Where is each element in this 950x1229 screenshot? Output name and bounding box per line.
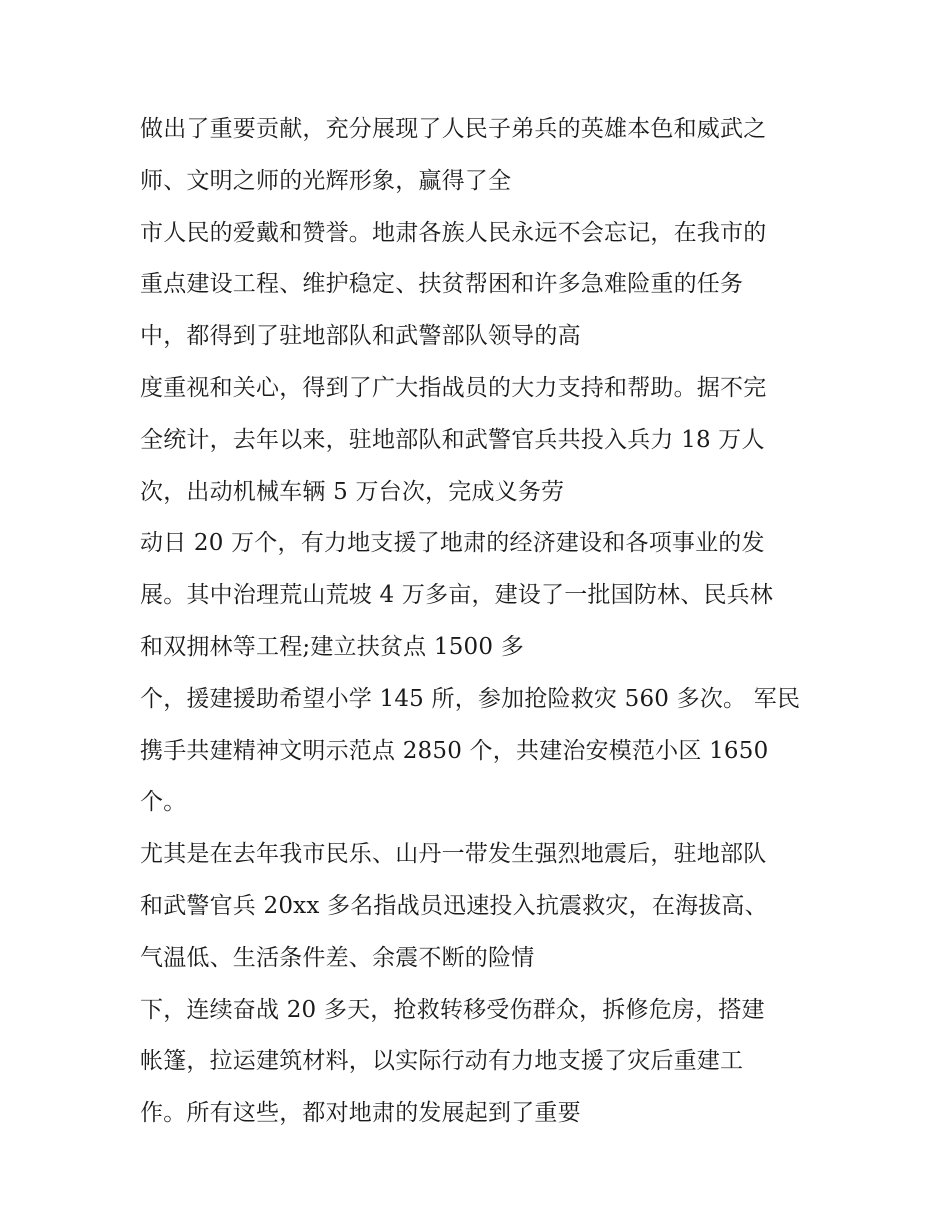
text-line: 和双拥林等工程;建立扶贫点 1500 多 bbox=[140, 633, 524, 660]
text-line: 师、文明之师的光辉形象，赢得了全 bbox=[140, 167, 512, 194]
text-line: 和武警官兵 20xx 多名指战员迅速投入抗震救灾，在海拔高、 bbox=[140, 892, 768, 919]
text-line: 携手共建精神文明示范点 2850 个，共建治安模范小区 1650 bbox=[140, 737, 769, 764]
text-line: 重点建设工程、维护稳定、扶贫帮困和许多急难险重的任务 bbox=[140, 271, 744, 298]
text-line: 动日 20 万个，有力地支援了地肃的经济建设和各项事业的发 bbox=[140, 530, 765, 557]
text-line: 中，都得到了驻地部队和武警部队领导的高 bbox=[140, 323, 581, 350]
text-line: 个。 bbox=[140, 789, 187, 816]
text-line: 作。所有这些，都对地肃的发展起到了重要 bbox=[140, 1100, 581, 1127]
body-text bbox=[140, 109, 830, 1145]
text-line: 次，出动机械车辆 5 万台次，完成义务劳 bbox=[140, 478, 565, 505]
text-line: 个，援建援助希望小学 145 所，参加抢险救灾 560 多次。 军民 bbox=[140, 685, 801, 712]
text-line: 下，连续奋战 20 多天，抢救转移受伤群众，拆修危房，搭建 bbox=[140, 996, 765, 1023]
text-line: 市人民的爱戴和赞誉。地肃各族人民永远不会忘记，在我市的 bbox=[140, 219, 767, 246]
text-line: 帐篷，拉运建筑材料，以实际行动有力地支援了灾后重建工 bbox=[140, 1048, 744, 1075]
text-line: 展。其中治理荒山荒坡 4 万多亩，建设了一批国防林、民兵林 bbox=[140, 582, 774, 609]
text-line: 全统计，去年以来，驻地部队和武警官兵共投入兵力 18 万人 bbox=[140, 426, 765, 453]
text-line: 尤其是在去年我市民乐、山丹一带发生强烈地震后，驻地部队 bbox=[140, 841, 767, 868]
text-line: 度重视和关心，得到了广大指战员的大力支持和帮助。据不完 bbox=[140, 374, 767, 401]
text-line: 做出了重要贡献，充分展现了人民子弟兵的英雄本色和威武之 bbox=[140, 116, 767, 142]
text-line: 气温低、生活条件差、余震不断的险情 bbox=[140, 944, 535, 971]
